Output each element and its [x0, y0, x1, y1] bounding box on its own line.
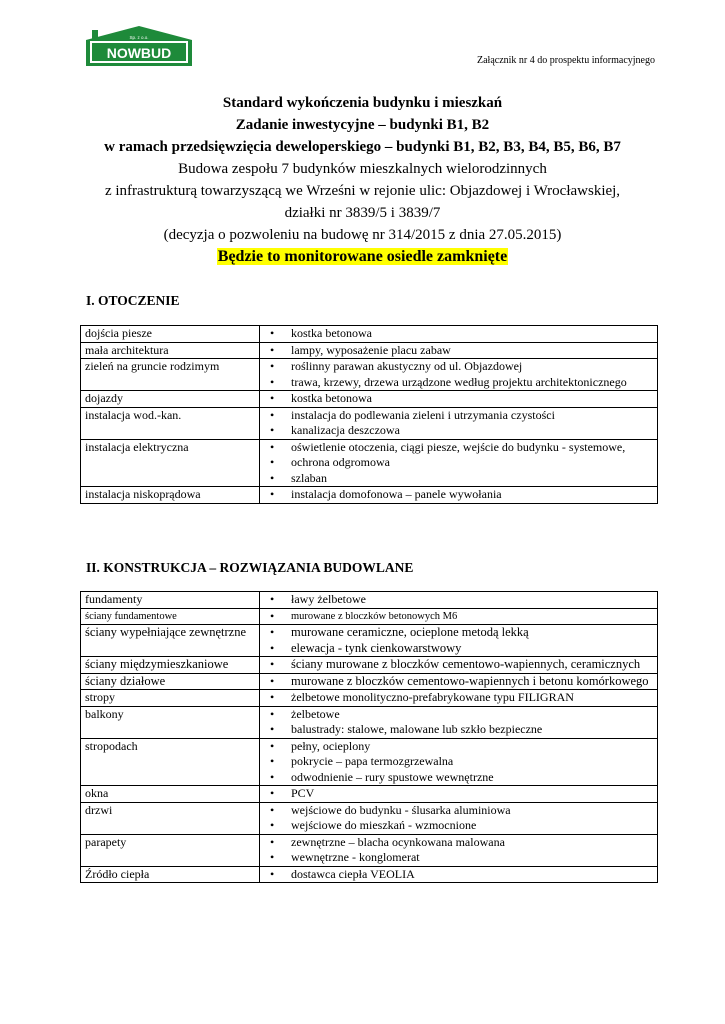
list-item: • oświetlenie otoczenia, ciągi piesze, wejście do budynku - systemowe, — [286, 440, 653, 456]
row-label: ściany działowe — [81, 673, 260, 690]
table-row — [81, 592, 658, 609]
row-values — [260, 834, 658, 866]
list-item: • żelbetowe — [286, 707, 653, 723]
list-item: • odwodnienie – rury spustowe wewnętrzne — [286, 770, 653, 786]
title-line-3: w ramach przedsięwzięcia deweloperskiego – budynki B1, B2, B3, B4, B5, B6, B7 — [104, 139, 621, 155]
row-label: ściany fundamentowe — [81, 608, 260, 625]
row-values — [260, 608, 658, 625]
row-values — [260, 866, 658, 883]
list-item: • PCV — [286, 786, 653, 802]
list-item: • lampy, wyposażenie placu zabaw — [286, 343, 653, 359]
list-item: • murowane ceramiczne, ocieplone metodą lekką — [286, 625, 653, 641]
table-row — [81, 326, 658, 343]
document-title — [0, 92, 725, 268]
row-values — [260, 439, 658, 487]
row-values — [260, 738, 658, 786]
list-item: • kostka betonowa — [286, 326, 653, 342]
table-row — [81, 342, 658, 359]
section-heading-otoczenie: I. OTOCZENIE — [86, 293, 180, 308]
list-item: • szlaban — [286, 471, 653, 487]
table-row — [81, 834, 658, 866]
list-item: • wejściowe do mieszkań - wzmocnione — [286, 818, 653, 834]
nowbud-logo — [86, 26, 192, 66]
konstrukcja-table — [80, 591, 658, 883]
row-values — [260, 407, 658, 439]
row-label: okna — [81, 786, 260, 803]
svg-text:Sp. z o.o.: Sp. z o.o. — [129, 35, 149, 40]
row-label: instalacja elektryczna — [81, 439, 260, 487]
row-label: Źródło ciepła — [81, 866, 260, 883]
list-item: • ławy żelbetowe — [286, 592, 653, 608]
list-item: • roślinny parawan akustyczny od ul. Objazdowej — [286, 359, 653, 375]
table-row — [81, 608, 658, 625]
list-item: • wejściowe do budynku - ślusarka aluminiowa — [286, 803, 653, 819]
table-row — [81, 359, 658, 391]
list-item: • ściany murowane z bloczków cementowo-wapiennych, ceramicznych — [286, 657, 653, 673]
table-row — [81, 407, 658, 439]
row-label: dojazdy — [81, 391, 260, 408]
row-values — [260, 487, 658, 504]
list-item: • instalacja domofonowa – panele wywołania — [286, 487, 653, 503]
highlight-note: Będzie to monitorowane osiedle zamknięte — [217, 248, 508, 265]
table-row — [81, 738, 658, 786]
row-values — [260, 673, 658, 690]
table-row — [81, 391, 658, 408]
title-line-4: Budowa zespołu 7 budynków mieszkalnych wielorodzinnych — [178, 161, 547, 177]
list-item: • kostka betonowa — [286, 391, 653, 407]
row-values — [260, 592, 658, 609]
table-row — [81, 657, 658, 674]
svg-text:NOWBUD: NOWBUD — [106, 45, 172, 61]
row-values — [260, 342, 658, 359]
row-values — [260, 326, 658, 343]
row-label: parapety — [81, 834, 260, 866]
table-row — [81, 439, 658, 487]
list-item: • dostawca ciepła VEOLIA — [286, 867, 653, 883]
row-label: mała architektura — [81, 342, 260, 359]
table-row — [81, 690, 658, 707]
list-item: • ochrona odgromowa — [286, 455, 653, 471]
row-label: stropy — [81, 690, 260, 707]
row-label: zieleń na gruncie rodzimym — [81, 359, 260, 391]
row-values — [260, 786, 658, 803]
row-label: dojścia piesze — [81, 326, 260, 343]
list-item: • trawa, krzewy, drzewa urządzone według projektu architektonicznego — [286, 375, 653, 391]
table-row — [81, 802, 658, 834]
table-row — [81, 487, 658, 504]
list-item: • instalacja do podlewania zieleni i utrzymania czystości — [286, 408, 653, 424]
row-label: ściany wypełniające zewnętrzne — [81, 625, 260, 657]
row-label: ściany międzymieszkaniowe — [81, 657, 260, 674]
table-row — [81, 673, 658, 690]
list-item: • pokrycie – papa termozgrzewalna — [286, 754, 653, 770]
row-label: instalacja niskoprądowa — [81, 487, 260, 504]
table-row — [81, 625, 658, 657]
row-label: drzwi — [81, 802, 260, 834]
row-values — [260, 690, 658, 707]
otoczenie-table — [80, 325, 658, 504]
annex-note: Załącznik nr 4 do prospektu informacyjnego — [477, 55, 655, 66]
list-item: • pełny, ocieplony — [286, 739, 653, 755]
title-line-7: (decyzja o pozwoleniu na budowę nr 314/2015 z dnia 27.05.2015) — [163, 227, 562, 243]
row-values — [260, 706, 658, 738]
list-item: • balustrady: stalowe, malowane lub szkło bezpieczne — [286, 722, 653, 738]
row-label: balkony — [81, 706, 260, 738]
list-item: • żelbetowe monolityczno-prefabrykowane typu FILIGRAN — [286, 690, 653, 706]
row-values — [260, 625, 658, 657]
list-item: • zewnętrzne – blacha ocynkowana malowana — [286, 835, 653, 851]
row-values — [260, 359, 658, 391]
row-values — [260, 391, 658, 408]
section-heading-konstrukcja: II. KONSTRUKCJA – ROZWIĄZANIA BUDOWLANE — [86, 560, 414, 575]
row-values — [260, 802, 658, 834]
row-label: instalacja wod.-kan. — [81, 407, 260, 439]
title-line-2: Zadanie inwestycyjne – budynki B1, B2 — [235, 117, 490, 133]
title-line-6: działki nr 3839/5 i 3839/7 — [284, 205, 441, 221]
list-item: • murowane z bloczków cementowo-wapiennych i betonu komórkowego — [286, 674, 653, 690]
table-row — [81, 706, 658, 738]
table-row — [81, 866, 658, 883]
list-item: • elewacja - tynk cienkowarstwowy — [286, 641, 653, 657]
list-item: • murowane z bloczków betonowych M6 — [286, 609, 653, 625]
title-line-1: Standard wykończenia budynku i mieszkań — [222, 95, 503, 111]
table-row — [81, 786, 658, 803]
list-item: • kanalizacja deszczowa — [286, 423, 653, 439]
row-label: fundamenty — [81, 592, 260, 609]
list-item: • wewnętrzne - konglomerat — [286, 850, 653, 866]
title-line-5: z infrastrukturą towarzyszącą we Wrześni w rejonie ulic: Objazdowej i Wrocławskiej, — [104, 183, 621, 199]
row-values — [260, 657, 658, 674]
row-label: stropodach — [81, 738, 260, 786]
